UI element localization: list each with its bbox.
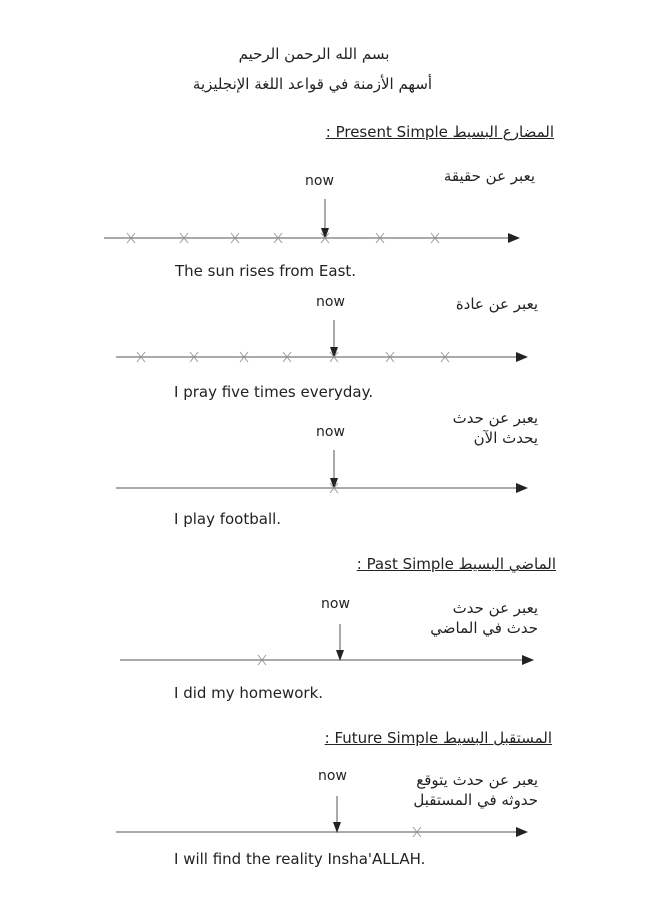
description-line: يعبر عن عادة (455, 295, 538, 313)
heading-arabic: الماضي البسيط (458, 555, 556, 573)
heading-colon: : (356, 555, 362, 573)
example-sentence-4: I did my homework. (174, 684, 324, 702)
now-label: now (316, 294, 345, 310)
heading-arabic: المضارع البسيط (452, 123, 554, 141)
description-line: يعبر عن حقيقة (443, 167, 535, 185)
example-sentence-5: I will find the reality Insha'ALLAH. (174, 850, 426, 868)
now-label: now (316, 424, 345, 440)
page-title: أسهم الأزمنة في قواعد اللغة الإنجليزية (192, 75, 433, 93)
description-line: يعبر عن حدث يتوقع (416, 771, 538, 789)
example-sentence-2: I pray five times everyday. (174, 383, 374, 401)
description-line: حدث في الماضي (430, 619, 538, 637)
arrowhead-icon (516, 827, 528, 837)
basmala: بسم الله الرحمن الرحيم (238, 45, 390, 63)
example-sentence-1: The sun rises from East. (175, 262, 357, 280)
heading-colon: : (325, 123, 331, 141)
description-line: يحدث الآن (473, 429, 538, 447)
description-line: حدوثه في المستقبل (413, 791, 538, 809)
now-label: now (318, 768, 347, 784)
now-arrow-icon (333, 822, 341, 833)
heading-english: Present Simple (335, 123, 448, 141)
description-line: يعبر عن حدث (452, 599, 538, 617)
heading-english: Past Simple (366, 555, 454, 573)
description-line: يعبر عن حدث (452, 409, 538, 427)
now-label: now (305, 173, 334, 189)
heading-colon: : (324, 729, 330, 747)
now-label: now (321, 596, 350, 612)
heading-arabic: المستقبل البسيط (443, 729, 552, 747)
example-sentence-3: I play football. (174, 510, 282, 528)
heading-english: Future Simple (334, 729, 439, 747)
